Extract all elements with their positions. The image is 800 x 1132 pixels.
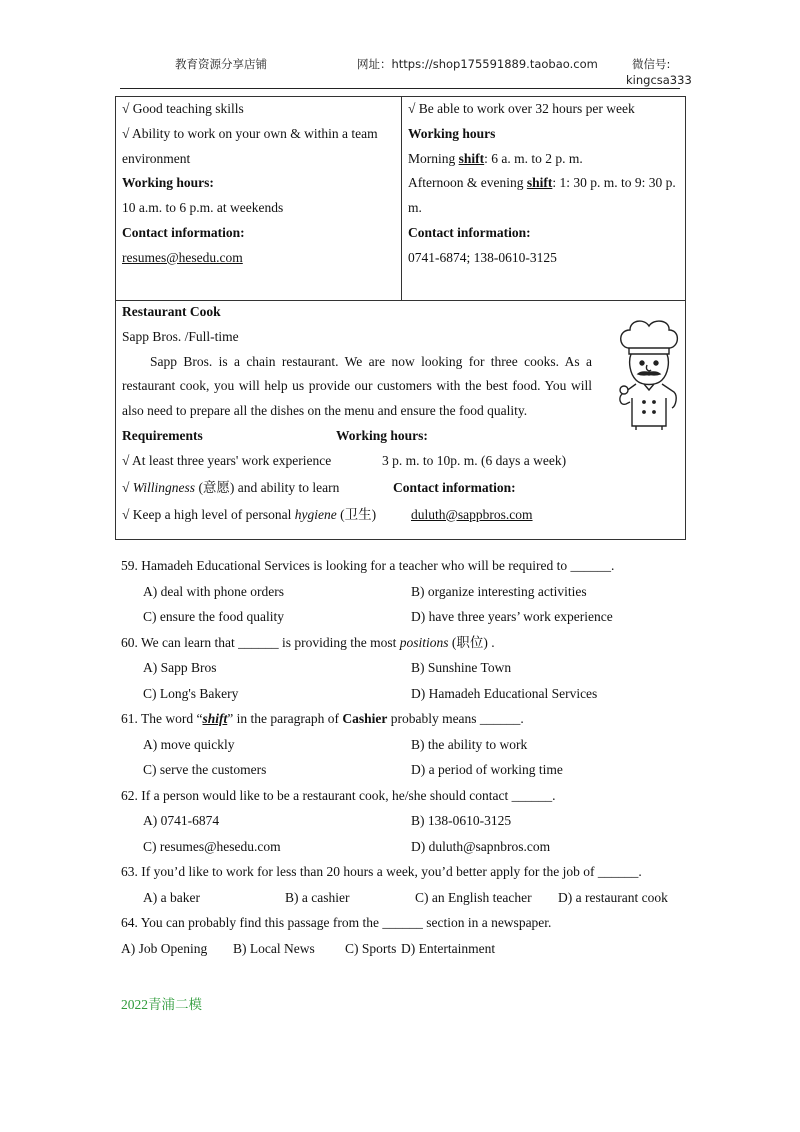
cashier-contact-title: Contact information: — [408, 224, 531, 240]
willingness-word: Willingness — [132, 479, 196, 495]
q62-option-d[interactable]: D) duluth@sapnbros.com — [411, 838, 551, 854]
q61-text: 61. The word “ — [121, 711, 203, 726]
question-61-options-row-2 — [121, 757, 681, 783]
q64-option-c[interactable]: C) Sports — [345, 940, 397, 956]
job-table — [115, 96, 686, 540]
question-60 — [121, 630, 681, 656]
q61-word: shift — [202, 711, 228, 726]
q61-option-a[interactable]: A) move quickly — [143, 736, 235, 752]
cashier-afternoon-shift — [408, 171, 679, 221]
q60-text-end: (职位) . — [448, 634, 495, 650]
q63-option-d[interactable]: D) a restaurant cook — [558, 889, 668, 905]
q64-option-d[interactable]: D) Entertainment — [401, 940, 496, 956]
cashier-morning-shift — [408, 147, 679, 172]
teacher-hours-title: Working hours: — [122, 175, 214, 191]
shift-word: shift — [458, 150, 485, 166]
q61-option-b[interactable]: B) the ability to work — [411, 736, 528, 752]
question-62-options-row-2 — [121, 834, 681, 860]
question-59-options-row-2 — [121, 604, 681, 630]
cook-req-row-2 — [122, 474, 679, 501]
cook-req-row-1 — [122, 449, 679, 474]
cook-hours: 3 p. m. to 10p. m. (6 days a week) — [382, 452, 567, 468]
cook-req-willingness — [122, 474, 393, 501]
footer-source: 2022青浦二模 — [121, 997, 202, 1012]
header-wechat-id: kingcsa333 — [626, 73, 692, 87]
header-url: 网址：https://shop175591889.taobao.com — [357, 57, 598, 71]
cook-req-header-row — [122, 424, 679, 449]
q61-text-mid: ” in the paragraph of — [227, 711, 343, 726]
question-59-options-row-1 — [121, 579, 681, 605]
cook-req-hygiene — [122, 501, 411, 528]
check-mark: √ — [122, 479, 133, 495]
cook-req-title: Requirements — [122, 427, 203, 443]
cashier-hours-title: Working hours — [408, 125, 496, 141]
q64-option-b[interactable]: B) Local News — [233, 940, 315, 956]
willingness-rest: (意愿) and ability to learn — [195, 479, 340, 495]
teacher-contact-email: resumes@hesedu.com — [122, 249, 243, 265]
question-59: 59. Hamadeh Educational Services is looking for a teacher who will be required to ______. — [121, 558, 615, 573]
cook-req-row-3 — [122, 501, 679, 528]
question-64-options — [121, 936, 681, 962]
question-64: 64. You can probably find this passage from the ______ section in a newspaper. — [121, 915, 552, 930]
job-table-row-top — [116, 97, 685, 301]
cashier-contact-phone: 0741-6874; 138-0610-3125 — [408, 249, 557, 265]
question-63: 63. If you’d like to work for less than 20 hours a week, you’d better apply for the job of ______. — [121, 864, 642, 879]
q63-option-c[interactable]: C) an English teacher — [415, 889, 532, 905]
hygiene-word: hygiene — [294, 506, 337, 522]
cook-subtitle: Sapp Bros. /Full-time — [122, 328, 239, 344]
q62-option-c[interactable]: C) resumes@hesedu.com — [143, 838, 281, 854]
q60-option-d[interactable]: D) Hamadeh Educational Services — [411, 685, 598, 701]
question-60-options-row-1 — [121, 655, 681, 681]
q61-bold: Cashier — [342, 711, 388, 726]
cook-hours-title: Working hours: — [336, 427, 428, 443]
hygiene-prefix: √ Keep a high level of personal — [122, 506, 295, 522]
question-63-options — [121, 885, 681, 911]
header-shop-name: 教育资源分享店铺 — [175, 57, 267, 71]
q60-option-b[interactable]: B) Sunshine Town — [411, 660, 512, 675]
cook-section — [116, 300, 685, 539]
cook-req-experience: √ At least three years' work experience — [122, 452, 332, 468]
q61-text-end: probably means ______. — [387, 711, 524, 726]
teacher-contact-title: Contact information: — [122, 224, 245, 240]
question-60-options-row-2 — [121, 681, 681, 707]
q61-option-c[interactable]: C) serve the customers — [143, 762, 267, 777]
q61-option-d[interactable]: D) a period of working time — [411, 762, 563, 777]
teacher-req-ability: √ Ability to work on your own & within a team environment — [122, 125, 378, 166]
q60-option-c[interactable]: C) Long's Bakery — [143, 685, 239, 701]
cook-contact-title: Contact information: — [393, 479, 516, 495]
teacher-column — [116, 97, 402, 300]
q60-italic: positions — [399, 634, 449, 650]
cook-description-text: Sapp Bros. is a chain restaurant. We are now looking for three cooks. As a restaurant cook, you will help us provide our customers with the best food. You will also need to prepare all the dishes on the menu and ensure the food quality. — [122, 353, 592, 419]
hygiene-rest: (卫生) — [336, 506, 377, 522]
cashier-req-hours: √ Be able to work over 32 hours per week — [408, 101, 635, 116]
header-wechat-label: 微信号: — [632, 57, 671, 71]
morning-time: : 6 a. m. to 2 p. m. — [484, 150, 583, 166]
cook-description — [122, 350, 592, 424]
teacher-hours: 10 a.m. to 6 p.m. at weekends — [122, 200, 284, 216]
question-61 — [121, 706, 681, 732]
teacher-req-skills: √ Good teaching skills — [122, 101, 244, 116]
q59-option-c[interactable]: C) ensure the food quality — [143, 609, 284, 624]
q62-option-a[interactable]: A) 0741-6874 — [143, 813, 220, 828]
header-divider — [120, 88, 680, 89]
q60-text: 60. We can learn that ______ is providing the most — [121, 634, 400, 650]
question-62-options-row-1 — [121, 808, 681, 834]
chef-illustration — [614, 318, 684, 430]
q60-option-a[interactable]: A) Sapp Bros — [143, 660, 217, 675]
q63-option-b[interactable]: B) a cashier — [285, 889, 350, 905]
shift-word: shift — [526, 175, 553, 191]
afternoon-time: : 1: 30 p. m. to 9: 30 p. m. — [408, 175, 676, 216]
cook-contact-email: duluth@sappbros.com — [411, 506, 533, 522]
q62-option-b[interactable]: B) 138-0610-3125 — [411, 813, 512, 828]
question-61-options-row-1 — [121, 732, 681, 758]
question-62: 62. If a person would like to be a restaurant cook, he/she should contact ______. — [121, 787, 556, 803]
q59-option-a[interactable]: A) deal with phone orders — [143, 583, 284, 599]
q59-option-d[interactable]: D) have three years’ work experience — [411, 609, 613, 624]
questions-section — [121, 553, 681, 961]
cook-title: Restaurant Cook — [122, 304, 221, 319]
q59-option-b[interactable]: B) organize interesting activities — [411, 583, 587, 599]
morning-label: Morning — [408, 150, 459, 166]
cashier-column — [402, 97, 685, 300]
q63-option-a[interactable]: A) a baker — [143, 889, 200, 905]
afternoon-label: Afternoon & evening — [408, 175, 527, 191]
q64-option-a[interactable]: A) Job Opening — [121, 940, 208, 956]
